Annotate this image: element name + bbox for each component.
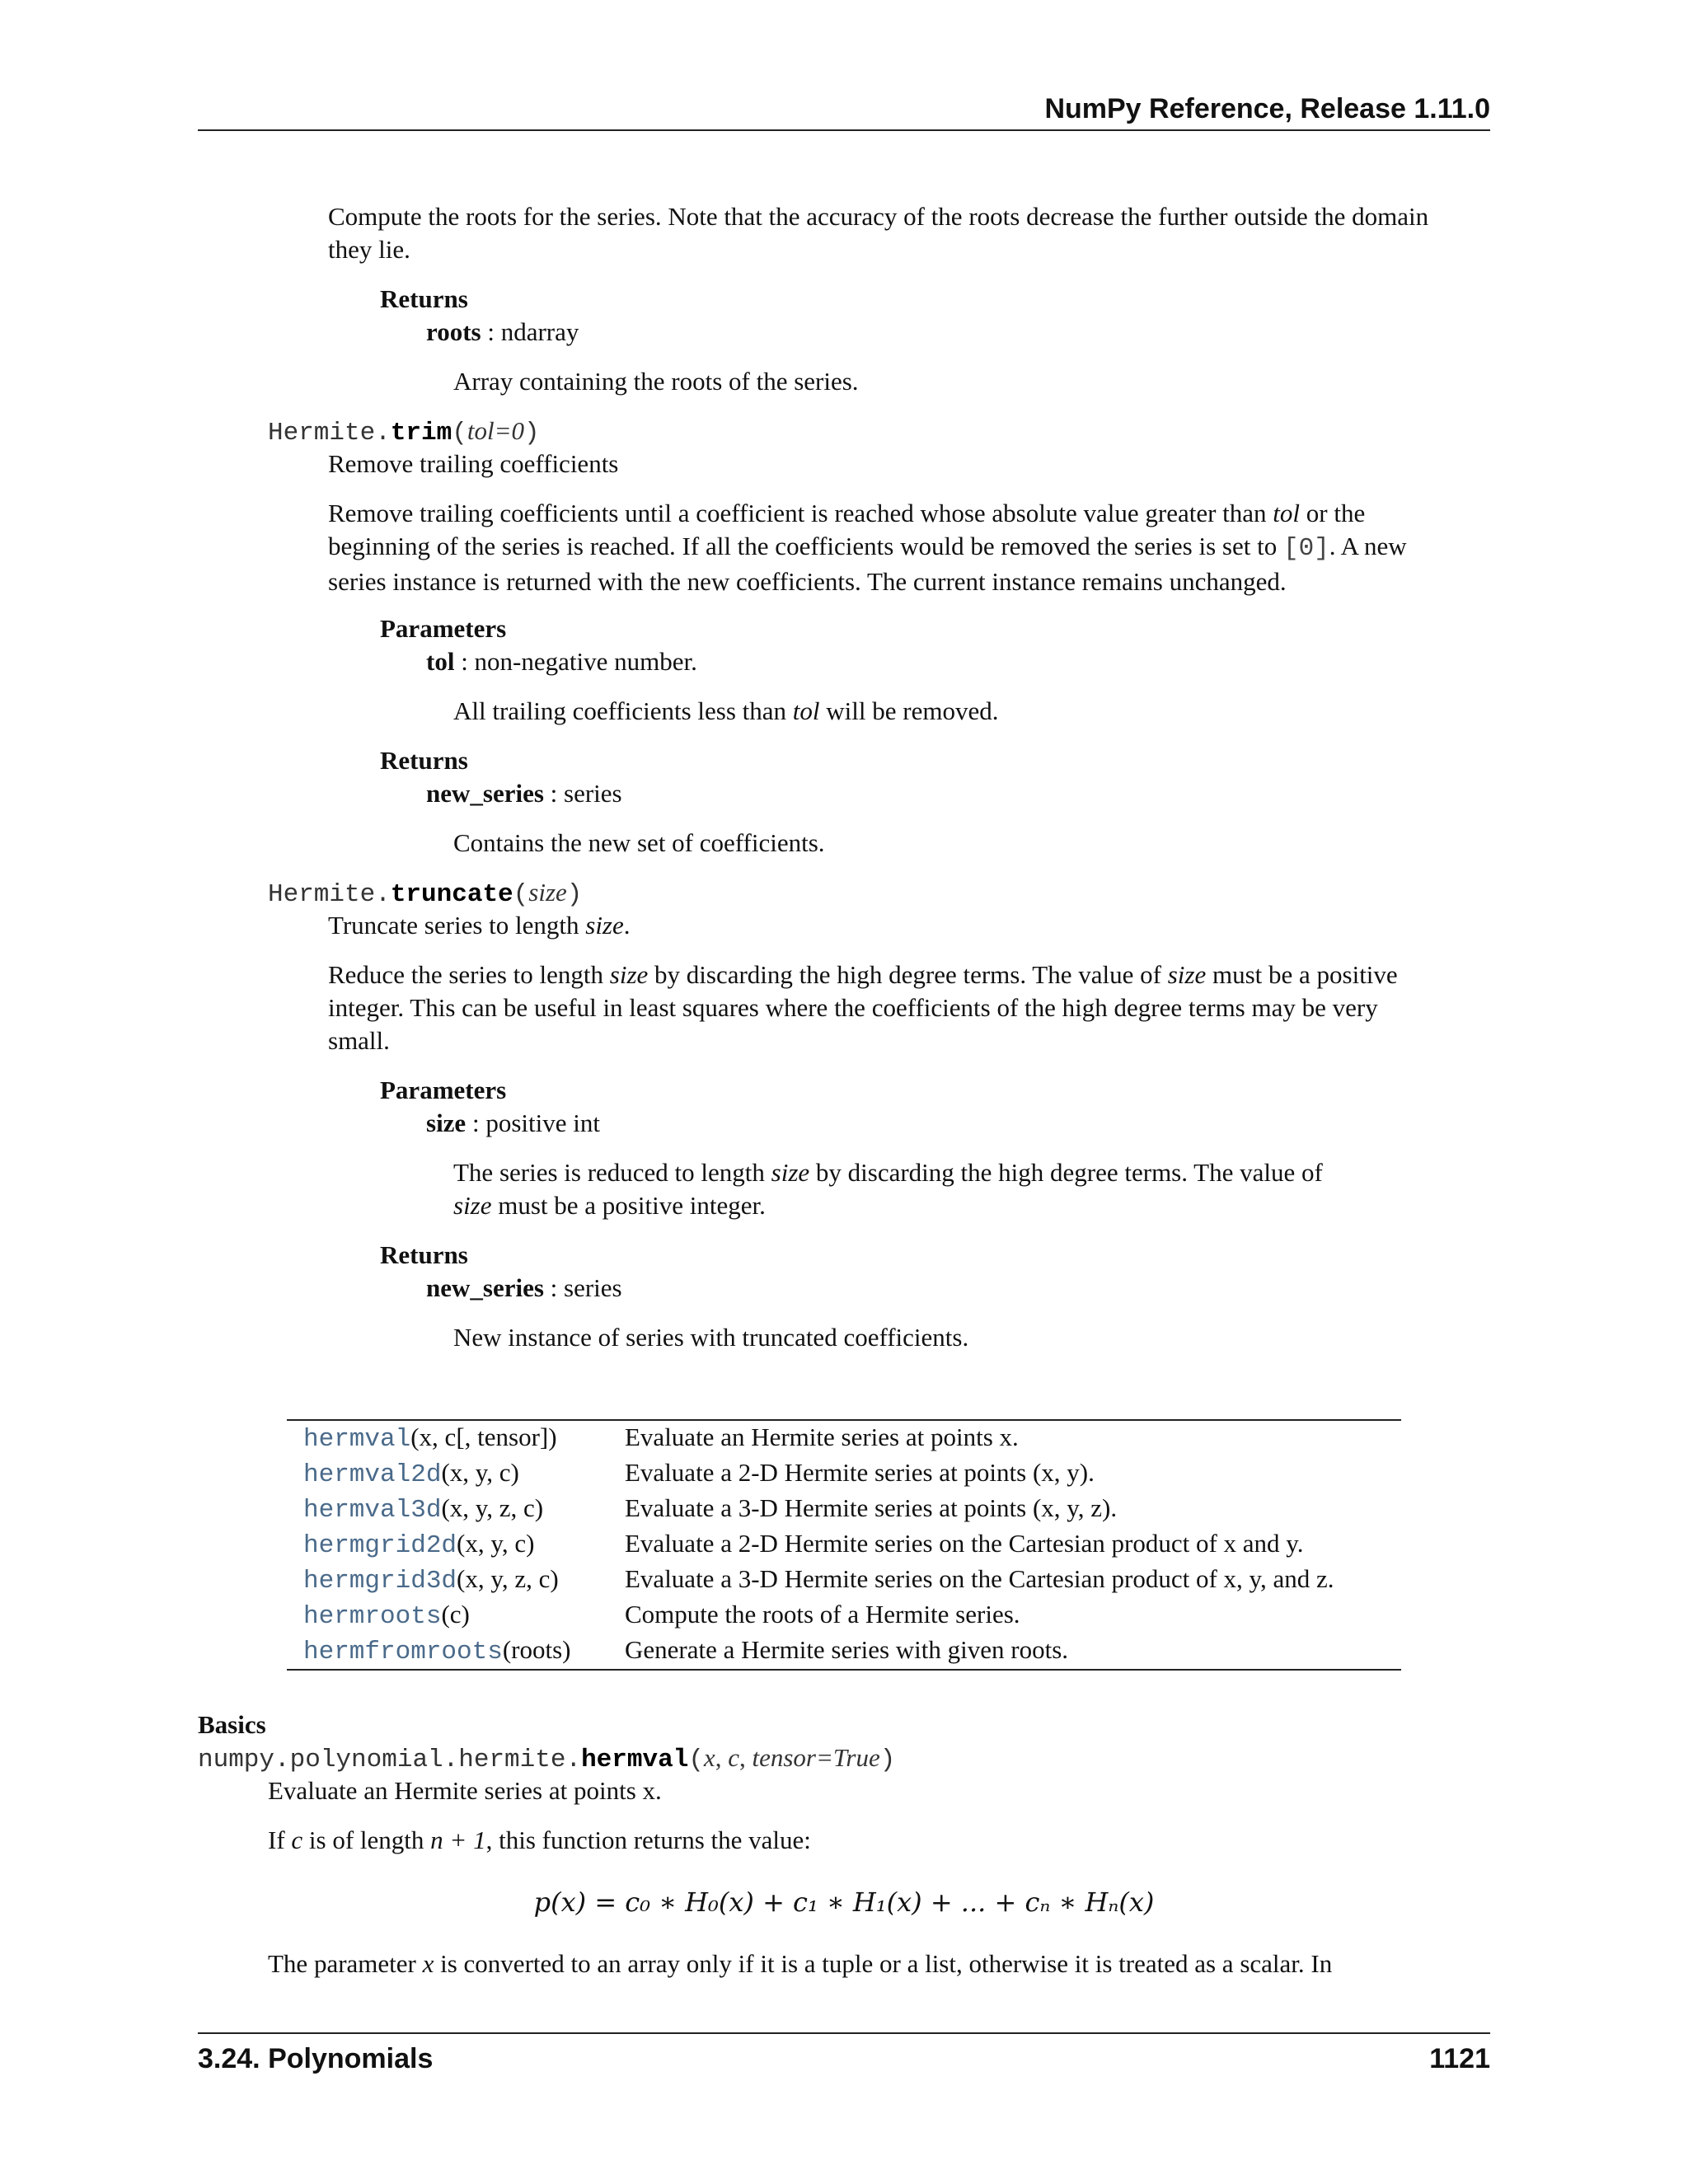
sig-arg-c: c bbox=[728, 1743, 739, 1772]
truncate-returns-heading: Returns bbox=[380, 1240, 468, 1269]
function-cell bbox=[287, 1563, 608, 1598]
sig-paren-open: ( bbox=[688, 1746, 704, 1774]
function-description: Evaluate an Hermite series at points x. bbox=[625, 1422, 1019, 1451]
text: by discarding the high degree terms. The value of bbox=[648, 960, 1168, 989]
italic-text: tol bbox=[792, 696, 820, 725]
italic-text: x bbox=[422, 1949, 434, 1978]
return-name: new_series bbox=[426, 1273, 544, 1302]
truncate-signature bbox=[268, 876, 582, 912]
sig-paren-close: ) bbox=[524, 419, 540, 448]
sig-method-name: truncate bbox=[390, 880, 513, 909]
trim-param-field bbox=[426, 645, 697, 678]
text: , this function returns the value: bbox=[485, 1825, 811, 1854]
text: or the bbox=[1300, 499, 1366, 527]
roots-desc-line2: they lie. bbox=[328, 235, 410, 264]
text: by discarding the high degree terms. The value of bbox=[809, 1158, 1323, 1187]
sig-arg: size bbox=[528, 878, 567, 907]
trim-desc-line2 bbox=[328, 530, 1490, 565]
truncate-description bbox=[328, 958, 1490, 1057]
truncate-return-description: New instance of series with truncated coefficients. bbox=[453, 1323, 969, 1352]
table-row bbox=[287, 1563, 1401, 1598]
italic-text: n + 1 bbox=[430, 1825, 486, 1854]
function-args: (x, c[, tensor]) bbox=[410, 1422, 557, 1451]
sig-arg-x: x bbox=[703, 1743, 715, 1772]
text: The parameter bbox=[268, 1949, 423, 1978]
return-name: new_series bbox=[426, 779, 544, 808]
text: will be removed. bbox=[819, 696, 999, 725]
hermval-summary: Evaluate an Hermite series at points x. bbox=[268, 1776, 662, 1805]
function-cell bbox=[287, 1527, 608, 1563]
page-number: 1121 bbox=[1429, 2043, 1490, 2074]
sig-paren-open: ( bbox=[452, 419, 467, 448]
trim-params-heading: Parameters bbox=[380, 614, 507, 643]
sig-module: numpy.polynomial.hermite. bbox=[198, 1746, 582, 1774]
trim-desc-line1 bbox=[328, 497, 1490, 530]
trim-desc-line3: series instance is returned with the new coefficients. The current instance remains unchanged. bbox=[328, 567, 1287, 596]
roots-returns-heading: Returns bbox=[380, 284, 468, 313]
function-description: Evaluate a 2-D Hermite series on the Cartesian product of x and y. bbox=[625, 1529, 1304, 1558]
trim-description bbox=[328, 497, 1490, 598]
italic-text: size bbox=[609, 960, 649, 989]
trim-return-description: Contains the new set of coefficients. bbox=[453, 828, 825, 857]
running-header: NumPy Reference, Release 1.11.0 bbox=[1044, 93, 1490, 124]
hermval-length-sentence bbox=[268, 1824, 811, 1857]
sig-class: Hermite. bbox=[268, 880, 391, 909]
table-row bbox=[287, 1598, 1401, 1633]
text: Truncate series to length bbox=[328, 911, 586, 940]
truncate-desc-line3: small. bbox=[328, 1026, 390, 1055]
function-args: (x, y, z, c) bbox=[457, 1564, 559, 1593]
text: is converted to an array only if it is a tuple or a list, otherwise it is treated as a scalar. In bbox=[434, 1949, 1333, 1978]
table-row bbox=[287, 1633, 1401, 1670]
table-row bbox=[287, 1527, 1401, 1563]
param-type: : non-negative number. bbox=[454, 647, 697, 676]
text: All trailing coefficients less than bbox=[453, 696, 793, 725]
italic-text: tol bbox=[1273, 499, 1301, 527]
italic-text: size bbox=[585, 911, 624, 940]
hermite-series-formula: p(x) = c₀ ∗ H₀(x) + c₁ ∗ H₁(x) + ... + cₙ ∗ Hₙ(x) bbox=[533, 1886, 1155, 1918]
hermval-signature bbox=[198, 1741, 895, 1777]
function-description: Generate a Hermite series with given roots. bbox=[625, 1635, 1069, 1664]
text: Remove trailing coefficients until a coefficient is reached whose absolute value greater than bbox=[328, 499, 1273, 527]
text: . bbox=[623, 911, 631, 940]
function-link[interactable]: hermfromroots bbox=[303, 1638, 503, 1666]
return-type: : ndarray bbox=[481, 317, 579, 346]
function-args: (c) bbox=[441, 1600, 470, 1629]
trim-summary: Remove trailing coefficients bbox=[328, 449, 619, 478]
sig-paren-open: ( bbox=[513, 880, 529, 909]
truncate-desc-line2: integer. This can be useful in least squares where the coefficients of the high degree terms may be very bbox=[328, 993, 1378, 1022]
sig-method-name: trim bbox=[390, 419, 452, 448]
param-name: tol bbox=[426, 647, 455, 676]
basics-heading: Basics bbox=[198, 1710, 266, 1739]
sig-paren-close: ) bbox=[879, 1746, 896, 1774]
param-name: size bbox=[426, 1108, 467, 1137]
roots-description bbox=[328, 200, 1490, 266]
italic-text: c bbox=[291, 1825, 303, 1854]
running-footer bbox=[198, 2042, 1490, 2075]
function-description: Evaluate a 2-D Hermite series at points (x, y). bbox=[625, 1458, 1095, 1487]
footer-section: 3.24. Polynomials bbox=[198, 2043, 434, 2074]
text: is of length bbox=[302, 1825, 431, 1854]
truncate-param-description bbox=[453, 1156, 1409, 1222]
truncate-param-field bbox=[426, 1107, 600, 1140]
return-type: : series bbox=[543, 779, 622, 808]
sig-function-name: hermval bbox=[581, 1746, 689, 1774]
truncate-params-heading: Parameters bbox=[380, 1076, 507, 1104]
sig-paren-close: ) bbox=[566, 880, 583, 909]
sig-separator: , bbox=[715, 1743, 729, 1772]
trim-return-field bbox=[426, 777, 622, 810]
function-link[interactable]: hermval2d bbox=[303, 1460, 442, 1489]
roots-return-description: Array containing the roots of the series. bbox=[453, 367, 859, 396]
text: must be a positive integer. bbox=[491, 1191, 766, 1220]
header-rule bbox=[198, 129, 1490, 131]
function-args: (x, y, z, c) bbox=[441, 1493, 544, 1522]
function-summary-table bbox=[287, 1419, 1401, 1671]
function-link[interactable]: hermroots bbox=[303, 1602, 442, 1631]
table-row bbox=[287, 1420, 1401, 1456]
text: . A new bbox=[1329, 532, 1407, 560]
hermval-parameter-note bbox=[268, 1947, 1490, 1980]
param-type: : positive int bbox=[466, 1108, 600, 1137]
function-args: (x, y, c) bbox=[457, 1529, 535, 1558]
footer-rule bbox=[198, 2032, 1490, 2034]
trim-returns-heading: Returns bbox=[380, 746, 468, 775]
return-type: : series bbox=[543, 1273, 622, 1302]
function-cell bbox=[287, 1420, 608, 1456]
trim-signature bbox=[268, 415, 540, 450]
truncate-desc-line1 bbox=[328, 958, 1490, 991]
italic-text: size bbox=[771, 1158, 810, 1187]
function-description: Evaluate a 3-D Hermite series on the Cartesian product of x, y, and z. bbox=[625, 1564, 1334, 1593]
text: must be a positive bbox=[1206, 960, 1398, 989]
function-link[interactable]: hermval3d bbox=[303, 1496, 442, 1525]
sig-separator: , bbox=[738, 1743, 753, 1772]
roots-return-field bbox=[426, 316, 579, 349]
truncate-summary bbox=[328, 909, 631, 942]
function-args: (roots) bbox=[502, 1635, 571, 1664]
table-row bbox=[287, 1456, 1401, 1492]
function-args: (x, y, c) bbox=[441, 1458, 519, 1487]
text: Reduce the series to length bbox=[328, 960, 610, 989]
roots-desc-line1: Compute the roots for the series. Note that the accuracy of the roots decrease the further outside the domain bbox=[328, 202, 1429, 231]
table-row bbox=[287, 1492, 1401, 1527]
code-text: [0] bbox=[1282, 534, 1329, 563]
function-cell bbox=[287, 1492, 608, 1527]
truncate-return-field bbox=[426, 1272, 622, 1305]
function-description: Compute the roots of a Hermite series. bbox=[625, 1600, 1020, 1629]
function-link[interactable]: hermgrid2d bbox=[303, 1531, 457, 1560]
sig-arg: tol=0 bbox=[467, 416, 525, 445]
function-description: Evaluate a 3-D Hermite series at points (x, y, z). bbox=[625, 1493, 1118, 1522]
function-cell bbox=[287, 1633, 608, 1670]
sig-class: Hermite. bbox=[268, 419, 391, 448]
function-cell bbox=[287, 1456, 608, 1492]
function-cell bbox=[287, 1598, 608, 1633]
text: The series is reduced to length bbox=[453, 1158, 771, 1187]
function-link[interactable]: hermval bbox=[303, 1425, 411, 1454]
italic-text: size bbox=[1167, 960, 1207, 989]
param-desc-line2 bbox=[453, 1189, 1409, 1222]
sig-arg-tensor: tensor=True bbox=[752, 1743, 880, 1772]
function-link[interactable]: hermgrid3d bbox=[303, 1567, 457, 1596]
italic-text: size bbox=[453, 1191, 492, 1220]
text: beginning of the series is reached. If all the coefficients would be removed the series is set to bbox=[328, 532, 1283, 560]
return-name: roots bbox=[426, 317, 481, 346]
param-desc-line1 bbox=[453, 1156, 1409, 1189]
text: If bbox=[268, 1825, 292, 1854]
trim-param-description bbox=[453, 695, 998, 728]
